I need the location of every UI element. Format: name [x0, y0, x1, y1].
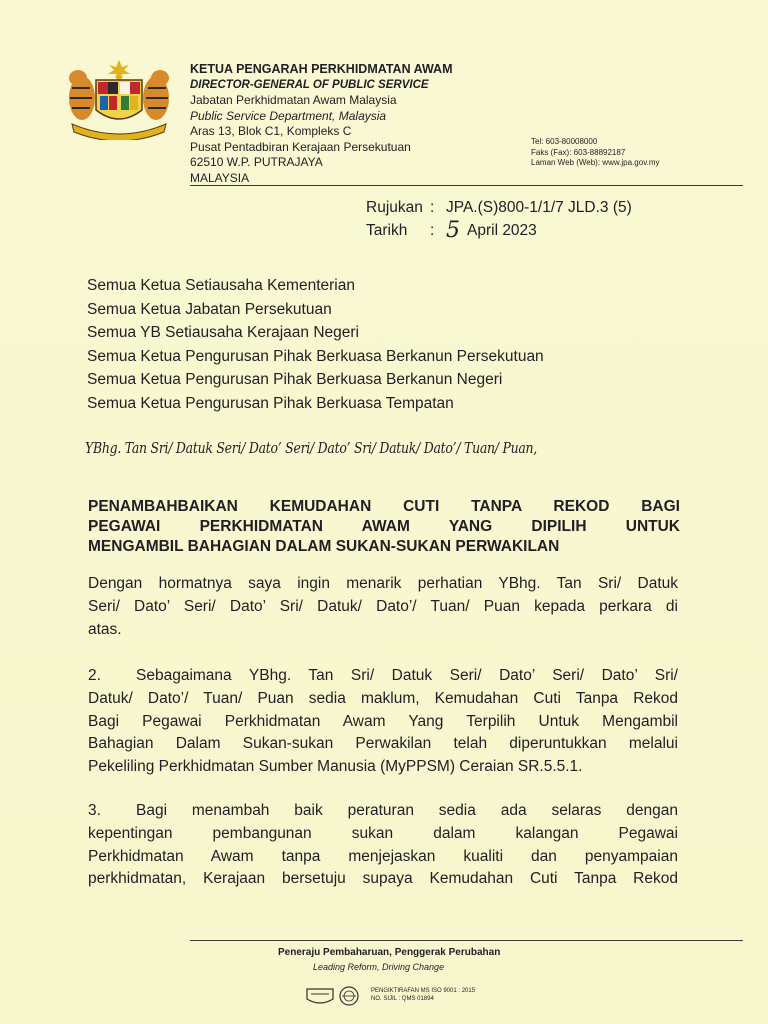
paragraph-line: Perkhidmatan Awam tanpa menjejaskan kualiti dan penyampaian	[88, 847, 678, 865]
colon: :	[430, 222, 435, 239]
paragraph-line: Dengan hormatnya saya ingin menarik perhatian YBhg. Tan Sri/ Datuk	[88, 575, 678, 592]
colon: :	[430, 199, 435, 216]
paragraph-line: perkhidmatan, Kerajaan bersetuju supaya Kemudahan Cuti Tanpa Rekod	[88, 870, 678, 888]
address-line: 62510 W.P. PUTRAJAYA	[190, 155, 323, 169]
paragraph-number: 2.	[88, 667, 101, 684]
recipient-line: Semua Ketua Setiausaha Kementerian	[87, 277, 355, 294]
paragraph-line: Sebagaimana YBhg. Tan Sri/ Datuk Seri/ Dato’ Seri/ Dato’ Sri/	[136, 667, 678, 684]
recipient-line: Semua YB Setiausaha Kerajaan Negeri	[87, 324, 359, 342]
date-day-handwritten: 5	[446, 218, 460, 243]
department-malay: Jabatan Perkhidmatan Awam Malaysia	[190, 93, 397, 107]
date-label: Tarikh	[366, 222, 408, 239]
coat-of-arms-icon	[64, 58, 174, 140]
fax: Faks (Fax): 603-88892187	[531, 147, 626, 157]
motto-malay: Peneraju Pembaharuan, Penggerak Perubahan	[278, 947, 501, 958]
footer-divider	[190, 940, 743, 941]
paragraph-2	[88, 665, 678, 779]
recipient-line: Semua Ketua Pengurusan Pihak Berkuasa Tempatan	[87, 394, 454, 412]
reference-block	[366, 197, 632, 241]
paragraph-line: Pekeliling Perkhidmatan Sumber Manusia (MyPPSM) Ceraian SR.5.5.1.	[88, 758, 583, 776]
telephone: Tel: 603-80008000	[531, 137, 598, 146]
letterhead	[190, 62, 530, 186]
paragraph-line: Seri/ Dato’ Seri/ Dato’ Sri/ Datuk/ Dato’/ Tuan/ Puan kepada perkara di	[88, 597, 678, 615]
subject-heading	[88, 497, 680, 557]
subject-line: MENGAMBIL BAHAGIAN DALAM SUKAN-SUKAN PERWAKILAN	[88, 538, 560, 555]
department-english: Public Service Department, Malaysia	[190, 108, 387, 123]
paragraph-line: Datuk/ Dato’/ Tuan/ Puan sedia maklum, Kemudahan Cuti Tanpa Rekod	[88, 689, 678, 707]
address-line: Pusat Pentadbiran Kerajaan Persekutuan	[190, 139, 411, 154]
quality-certification-icon	[305, 985, 365, 1007]
salutation: YBhg. Tan Sri/ Datuk Seri/ Dato’ Seri/ Dato’ Sri/ Datuk/ Dato’/ Tuan/ Puan,	[85, 441, 538, 457]
recipient-line: Semua Ketua Jabatan Persekutuan	[87, 300, 332, 318]
recipient-list	[87, 274, 544, 416]
contact-info	[531, 137, 660, 169]
title-malay: KETUA PENGARAH PERKHIDMATAN AWAM	[190, 62, 453, 76]
paragraph-3	[88, 800, 678, 891]
paragraph-line: Bagi menambah baik peraturan sedia ada selaras dengan	[136, 802, 678, 819]
date-month-year: April 2023	[467, 222, 537, 239]
title-english: DIRECTOR-GENERAL OF PUBLIC SERVICE	[190, 78, 429, 91]
reference-number: JPA.(S)800-1/1/7 JLD.3 (5)	[446, 199, 632, 216]
certification-line: NO. SIJIL : QMS 01894	[371, 996, 434, 1002]
paragraph-1	[88, 573, 678, 641]
paragraph-number: 3.	[88, 802, 101, 819]
paragraph-line: kepentingan pembangunan sukan dalam kalangan Pegawai	[88, 824, 678, 842]
motto-english: Leading Reform, Driving Change	[313, 962, 445, 972]
reference-label: Rujukan	[366, 199, 423, 216]
recipient-line: Semua Ketua Pengurusan Pihak Berkuasa Berkanun Persekutuan	[87, 347, 544, 365]
paragraph-line: Bahagian Dalam Sukan-sukan Perwakilan telah diperuntukkan melalui	[88, 735, 678, 753]
subject-line: PEGAWAI PERKHIDMATAN AWAM YANG DIPILIH UNTUK	[88, 518, 680, 535]
paragraph-line: atas.	[88, 620, 122, 638]
paragraph-first-line	[88, 800, 678, 823]
paragraph-line: Bagi Pegawai Perkhidmatan Awam Yang Terpilih Untuk Mengambil	[88, 712, 678, 730]
recipient-line: Semua Ketua Pengurusan Pihak Berkuasa Berkanun Negeri	[87, 371, 503, 389]
paragraph-first-line	[88, 665, 678, 688]
certification-line: PENGIKTIRAFAN MS ISO 9001 : 2015	[371, 988, 476, 994]
certification-text	[371, 987, 475, 1003]
subject-line: PENAMBAHBAIKAN KEMUDAHAN CUTI TANPA REKOD BAGI	[88, 498, 680, 515]
address-line: MALAYSIA	[190, 170, 250, 185]
address-line: Aras 13, Blok C1, Kompleks C	[190, 124, 352, 138]
header-divider	[190, 185, 743, 186]
website: Laman Web (Web): www.jpa.gov.my	[531, 158, 660, 167]
